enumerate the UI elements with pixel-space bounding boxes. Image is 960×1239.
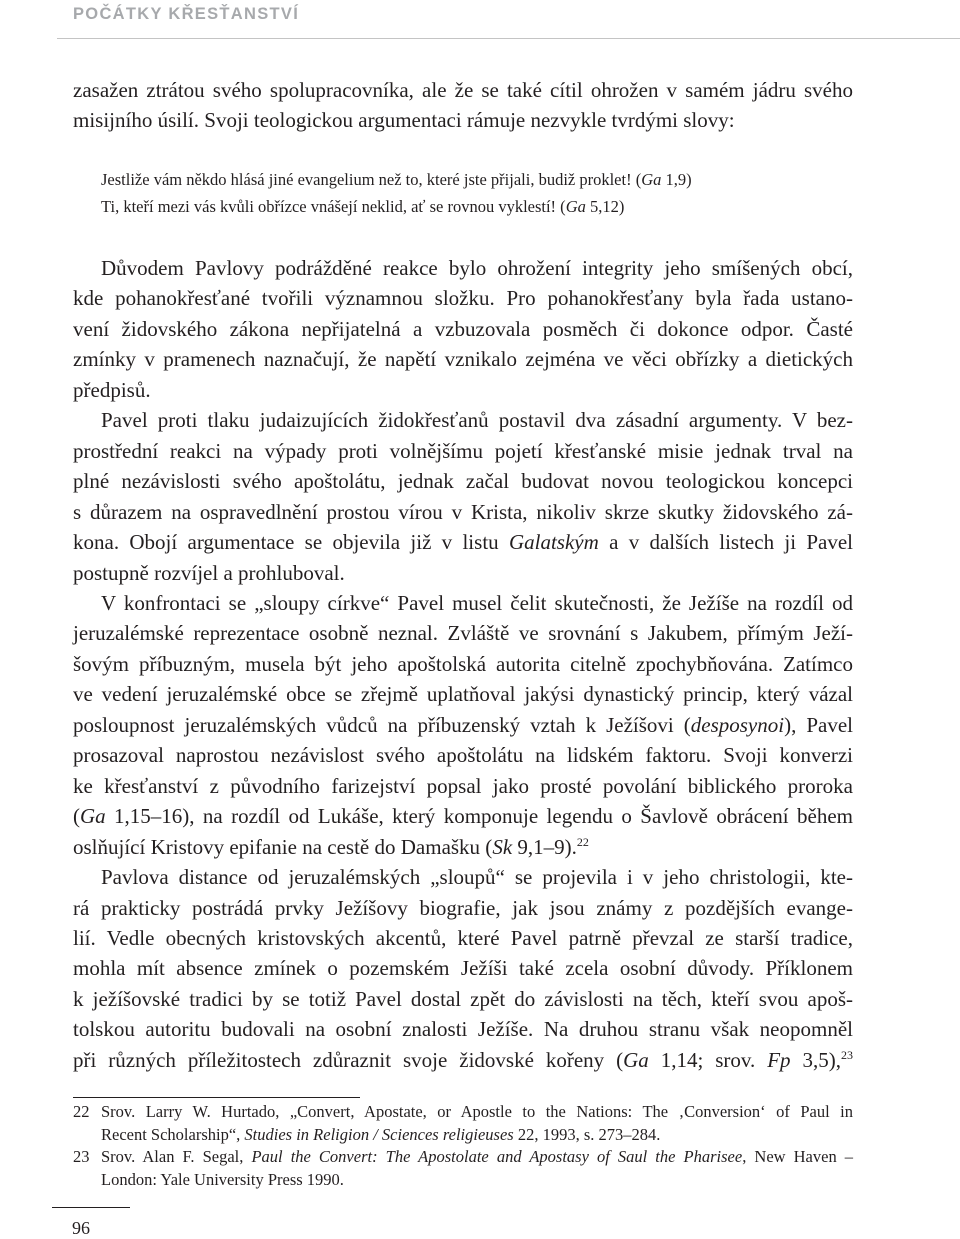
footnote <box>73 1101 853 1146</box>
text-segment: kona. Obojí argumentace se objevila již v listu <box>73 530 509 555</box>
footnote-line: Srov. Larry W. Hurtado, „Convert, Apostate, or Apostle to the Nations: The ‚Conversion‘ of Paul in <box>101 1102 853 1121</box>
text-segment: 1,15–16), na rozdíl od Lukáše, který komponuje legendu o Šavlově obrácení během <box>105 804 853 829</box>
text-line: plné nezávislosti svého apoštolátu, jednak začal budovat novou teologickou koncepci <box>73 469 853 494</box>
footnote-separator <box>73 1097 360 1098</box>
text-segment: posloupnost jeruzalémských vůdců na příbuzenský vztah k Ježíšovi ( <box>73 712 691 737</box>
quote-line <box>101 166 853 193</box>
text-line: ke křesťanství z původního farizejství popsal jako prosté povolání biblického proroka <box>73 773 853 798</box>
journal-title: Studies in Religion / Sciences religieuses <box>244 1124 514 1144</box>
paragraph <box>73 253 853 405</box>
header-rule <box>57 38 960 39</box>
paragraph <box>73 405 853 588</box>
citation-abbreviation: Fp <box>767 1047 791 1072</box>
text-segment: 1,9) <box>661 170 692 189</box>
footnote-line: London: Yale University Press 1990. <box>101 1169 344 1189</box>
text-line <box>73 710 853 740</box>
text-segment: Recent Scholarship“, <box>101 1124 245 1144</box>
footnote-line <box>101 1124 853 1147</box>
text-segment: 9,1–9). <box>512 834 577 859</box>
text-line: k ježíšovské tradici by se totiž Pavel dostal zpět do závislosti na těch, kteří svou apoš- <box>73 986 853 1011</box>
page-number-rule <box>52 1207 130 1208</box>
text-line: kde pohanokřesťané tvořili významnou složku. Pro pohanokřesťany byla řada ustano- <box>73 286 853 311</box>
text-line <box>73 801 853 831</box>
text-segment: oslňující Kristovy epifanie na cestě do Damašku ( <box>73 834 493 859</box>
text-line: mohla mít absence zmínek o pozemském Ježíši také zcela osobní důvody. Příklonem <box>73 956 853 981</box>
book-title: Paul the Convert: The Apostolate and Apostasy of Saul the Pharisee <box>251 1147 743 1167</box>
running-head-title: POČÁTKY KŘESŤANSTVÍ <box>73 5 300 23</box>
text-line: ve vedení jeruzalémské obce se zřejmě uplatňoval jakýsi dynastický princip, který vázal <box>73 682 853 707</box>
text-line: zasažen ztrátou svého spolupracovníka, ale že se také cítil ohrožen v samém jádru svého <box>73 78 853 102</box>
text-line: prostřední reakci na výpady proti volnějšímu pojetí křesťanské misie jednak trval na <box>73 438 853 463</box>
intro-paragraph <box>73 75 853 136</box>
text-line: Důvodem Pavlovy podrážděné reakce bylo ohrožení integrity jeho smíšených obcí, <box>101 256 853 280</box>
citation-abbreviation: Sk <box>492 834 513 859</box>
text-line: Pavlova distance od jeruzalémských „sloupů“ se projevila i v jeho christologii, kte- <box>101 865 853 890</box>
text-line: Pavel proti tlaku judaizujících židokřesťanů postavil dva zásadní argumenty. V bez- <box>101 408 853 433</box>
paragraph <box>73 862 853 1075</box>
footnote-text <box>101 1101 853 1146</box>
text-line: prosazoval naprostou nezávislost svého apoštolátu na lidském faktoru. Svoji konverzi <box>73 743 853 768</box>
text-line: tolskou autoritu budovali na osobní znalosti Ježíše. Na druhou stranu však neopomněl <box>73 1017 853 1042</box>
footnote-reference: 22 <box>576 834 589 849</box>
text-line: s důrazem na ospravedlnění prostou vírou v Krista, nikoliv skrze skutky židovského zá- <box>73 499 853 524</box>
text-line: lií. Vedle obecných kristovských akcentů, které Pavel patrně převzal ze starší tradice, <box>73 925 853 950</box>
italic-title: Galatským <box>508 530 599 555</box>
text-segment: Srov. Alan F. Segal, <box>101 1147 252 1167</box>
text-segment: ), Pavel <box>784 712 853 737</box>
footnote-line <box>101 1146 853 1169</box>
paragraph <box>73 588 853 862</box>
text-line <box>73 1045 853 1075</box>
text-segment: při různých příležitostech zdůraznit svoje židovské kořeny ( <box>73 1047 624 1072</box>
text-segment: 5,12) <box>585 197 625 216</box>
text-line: vení židovského zákona nepřijatelná a vzbuzovala posměch či dokonce odpor. Časté <box>73 316 853 341</box>
text-segment: , New Haven – <box>742 1147 854 1167</box>
italic-term: desposynoi <box>690 712 785 737</box>
page-number: 96 <box>72 1218 90 1238</box>
footnotes <box>73 1101 853 1191</box>
text-segment: Jestliže vám někdo hlásá jiné evangelium než to, které jste přijali, budiž proklet! ( <box>101 170 642 189</box>
footnote-number: 22 <box>73 1102 90 1121</box>
text-segment: 3,5), <box>790 1047 841 1072</box>
text-segment: Ti, kteří mezi vás kvůli obřízce vnášejí neklid, ať se rovnou vyklestí! ( <box>101 197 566 216</box>
text-segment: 1,14; srov. <box>648 1047 768 1072</box>
text-line: zmínky v pramenech naznačují, že napětí vznikalo zejména ve věci obřízky a dietických <box>73 347 853 372</box>
citation-abbreviation: Ga <box>565 197 586 216</box>
text-line: šovým příbuzným, musela být jeho apoštolská autorita citelně zpochybňována. Zatímco <box>73 651 853 676</box>
text-line: rá prakticky postrádá prvky Ježíšovy biografie, jak jsou známy z pozdějších evange- <box>73 895 853 920</box>
quote-line <box>101 193 853 220</box>
text-line: V konfrontaci se „sloupy církve“ Pavel musel čelit skutečnosti, že Ježíše na rozdíl od <box>101 590 853 615</box>
footnote-number: 23 <box>73 1147 90 1167</box>
text-line: jeruzalémské reprezentace osobně neznal. Zvláště ve srovnání s Jakubem, přímým Ježí- <box>73 621 853 646</box>
citation-abbreviation: Ga <box>623 1047 649 1072</box>
citation-abbreviation: Ga <box>641 170 662 189</box>
citation-abbreviation: Ga <box>80 804 106 829</box>
block-quote <box>101 166 853 220</box>
text-segment: 22, 1993, s. 273–284. <box>513 1124 661 1144</box>
text-line: postupně rozvíjel a prohluboval. <box>73 560 345 585</box>
footnote <box>73 1146 853 1191</box>
text-line <box>73 527 853 557</box>
footnote-text <box>101 1146 853 1191</box>
text-segment: a v dalších listech ji Pavel <box>598 530 853 555</box>
footnote-reference: 23 <box>841 1047 853 1062</box>
text-line <box>73 832 853 862</box>
text-line: misijního úsilí. Svoji teologickou argumentaci rámuje nezvykle tvrdými slovy: <box>73 108 735 133</box>
text-line: předpisů. <box>73 377 151 402</box>
text-segment: ( <box>73 804 80 829</box>
main-text <box>73 253 853 1075</box>
